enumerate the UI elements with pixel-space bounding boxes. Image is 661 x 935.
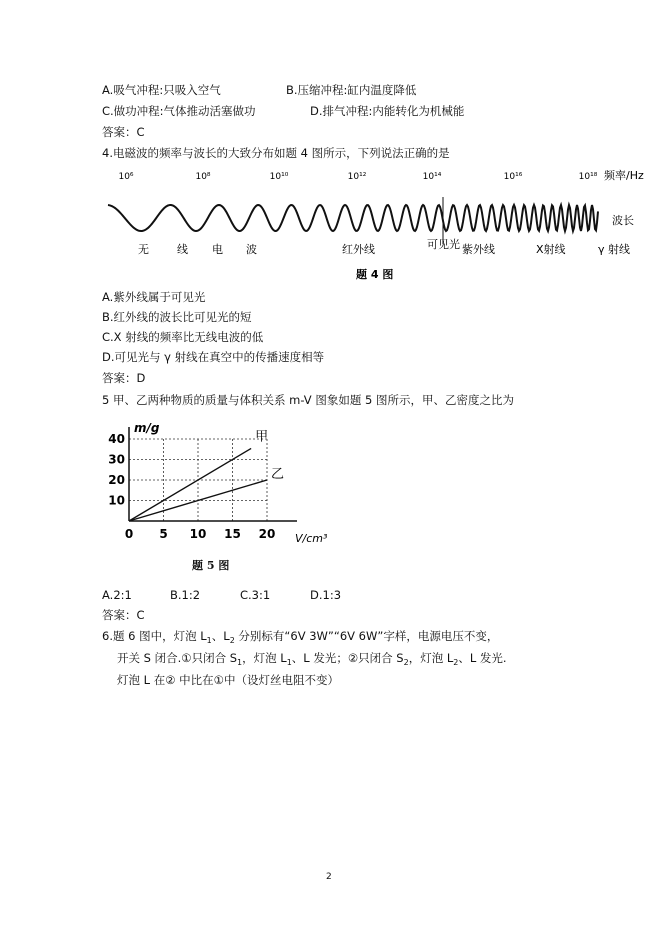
- x-tick-label: 5: [159, 527, 168, 541]
- q6-line-2: [117, 651, 507, 670]
- q6-line-1: [102, 629, 498, 648]
- figure4-caption: 题 4 图: [356, 268, 394, 281]
- q5-answer: 答案：C: [102, 608, 145, 622]
- q6-l2-sub1: 1: [237, 658, 243, 667]
- frequency-tick-label: 10⁸: [195, 172, 211, 182]
- y-tick-label: 10: [108, 493, 125, 508]
- q6-l1-sub1: 1: [206, 636, 212, 645]
- frequency-tick-label: 10⁶: [118, 172, 134, 182]
- page-number: 2: [326, 872, 332, 882]
- q5-option-c: C.3:1: [240, 588, 271, 602]
- q3-option-b: B.压缩冲程:缸内温度降低: [286, 83, 417, 97]
- q4-answer: 答案：D: [102, 371, 146, 385]
- wave-curve: [108, 205, 598, 231]
- frequency-axis-label: 频率/Hz: [604, 169, 644, 182]
- band-radio-2: 线: [177, 243, 188, 256]
- q4-option-c: C.X 射线的频率比无线电波的低: [102, 330, 264, 344]
- q6-l1-sub2: 2: [229, 636, 235, 645]
- q5-option-d: D.1:3: [310, 588, 342, 602]
- q5-stem: 5 甲、乙两种物质的质量与体积关系 m-V 图象如题 5 图所示，甲、乙密度之比为: [102, 393, 514, 407]
- q6-l2-a: 开关 S 闭合.①只闭合 S: [117, 651, 238, 665]
- band-gamma: γ 射线: [598, 243, 631, 256]
- frequency-ticks: [118, 172, 597, 182]
- q6-l1-c: 分别标有“6V 3W”“6V 6W”字样，电源电压不变，: [234, 629, 499, 643]
- band-radio-1: 无: [138, 243, 149, 256]
- y-tick-label: 20: [108, 473, 125, 487]
- x-tick-label: 0: [124, 527, 134, 541]
- band-infrared: 红外线: [342, 243, 375, 256]
- q6-l2-sub4: 2: [453, 658, 459, 667]
- q4-stem: 4.电磁波的频率与波长的大致分布如题 4 图所示，下列说法正确的是: [102, 146, 450, 160]
- y-tick-label: 30: [108, 452, 125, 467]
- band-xray: X射线: [536, 243, 566, 256]
- q3-option-c: C.做功冲程:气体推动活塞做功: [102, 104, 256, 118]
- series-label: 甲: [255, 429, 269, 445]
- em-spectrum-figure: [0, 162, 661, 287]
- x-tick-label: 10: [189, 527, 207, 541]
- q5-option-b: B.1:2: [170, 588, 201, 602]
- q6-l1-a: 6.题 6 图中，灯泡 L: [102, 629, 207, 643]
- q6-line-3: 灯泡 L 在② 中比在①中（设灯丝电阻不变）: [117, 673, 339, 687]
- q6-l2-d: ，灯泡 L: [408, 651, 454, 665]
- q6-l1-b: 、L: [211, 629, 230, 643]
- y-tick-label: 40: [108, 432, 125, 446]
- y-axis-label: m/g: [134, 421, 160, 435]
- mv-chart: [98, 418, 338, 578]
- band-visible: 可见光: [427, 238, 460, 251]
- q4-option-b: B.红外线的波长比可见光的短: [102, 310, 252, 324]
- wavelength-label: 波长: [612, 214, 634, 227]
- frequency-tick-label: 10¹⁶: [503, 172, 523, 182]
- q6-l2-c: 、L 发光；②只闭合 S: [291, 651, 404, 665]
- figure5-caption: 题 5 图: [192, 559, 230, 572]
- series-label: 乙: [271, 467, 285, 482]
- q4-option-d: D.可见光与 γ 射线在真空中的传播速度相等: [102, 350, 325, 364]
- q6-l2-b: ，灯泡 L: [242, 651, 287, 665]
- band-ultraviolet: 紫外线: [462, 243, 495, 256]
- band-radio-3: 电: [212, 243, 223, 256]
- q5-option-a: A.2:1: [102, 588, 132, 602]
- frequency-tick-label: 10¹⁸: [578, 172, 598, 182]
- q6-l2-sub2: 1: [286, 658, 292, 667]
- x-tick-label: 20: [258, 527, 276, 541]
- frequency-tick-label: 10¹²: [347, 172, 367, 182]
- frequency-tick-label: 10¹⁰: [269, 172, 289, 182]
- x-tick-label: 15: [224, 527, 241, 541]
- q3-answer: 答案：C: [102, 125, 145, 139]
- q6-l2-e: 、L 发光.: [458, 651, 507, 665]
- q3-option-d: D.排气冲程:内能转化为机械能: [310, 104, 465, 118]
- q4-option-a: A.紫外线属于可见光: [102, 290, 206, 304]
- q3-option-a: A.吸气冲程:只吸入空气: [102, 83, 221, 97]
- band-radio-4: 波: [246, 243, 257, 256]
- q6-l2-sub3: 2: [403, 658, 409, 667]
- x-axis-label: V/cm³: [295, 532, 328, 545]
- frequency-tick-label: 10¹⁴: [422, 172, 442, 182]
